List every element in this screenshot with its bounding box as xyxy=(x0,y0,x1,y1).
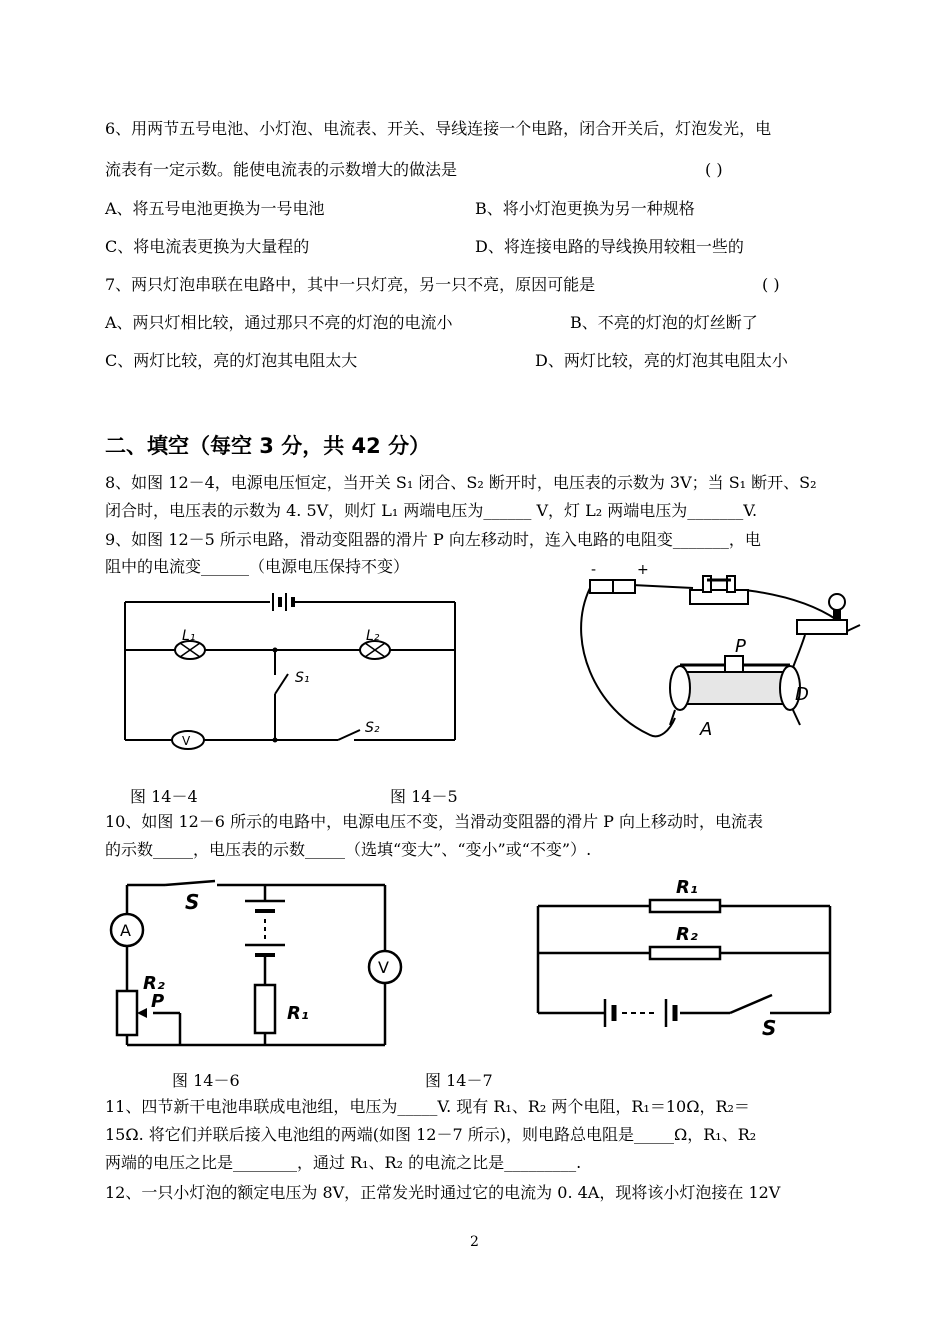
label-l2: L₂ xyxy=(366,628,380,644)
slider-p-label: P xyxy=(151,991,165,1012)
label-v: V xyxy=(182,734,191,748)
q11-line2: 15Ω. 将它们并联后接入电池组的两端(如图 12－7 所示)，则电路总电阻是_____Ω，R₁、R₂ xyxy=(105,1125,757,1144)
q7-option-c: C、两灯比较，亮的灯泡其电阻太大 xyxy=(105,351,358,370)
q11-line1: 11、四节新干电池串联成电池组，电压为_____V. 现有 R₁、R₂ 两个电阻，R₁＝10Ω，R₂＝ xyxy=(105,1097,750,1116)
label-l1: L₁ xyxy=(182,628,196,644)
resistor-r1-icon xyxy=(255,985,275,1033)
resistor-r2-icon xyxy=(650,947,720,959)
q7-option-d: D、两灯比较，亮的灯泡其电阻太小 xyxy=(535,351,788,370)
rheostat-r2-icon xyxy=(117,991,137,1035)
figure-14-6-caption: 图 14－6 xyxy=(172,1071,240,1090)
q6-stem-line2: 流表有一定示数。能使电流表的示数增大的做法是 xyxy=(105,160,458,179)
q7-option-b: B、不亮的灯泡的灯丝断了 xyxy=(570,313,758,332)
q6-stem-line1: 6、用两节五号电池、小灯泡、电流表、开关、导线连接一个电路，闭合开关后，灯泡发光，电 xyxy=(105,119,772,138)
q6-answer-paren: ( ) xyxy=(705,160,723,179)
voltmeter-label: V xyxy=(378,958,389,977)
battery-minus-label: - xyxy=(591,562,597,578)
switch-s-label: S xyxy=(762,1016,777,1040)
ammeter-label: A xyxy=(120,921,131,940)
slider-p-label: P xyxy=(735,636,746,657)
q7-answer-paren: ( ) xyxy=(762,275,780,294)
q10-line2: 的示数_____，电压表的示数_____（选填“变大”、“变小”或“不变”）. xyxy=(105,840,592,859)
figure-14-5-apparatus xyxy=(575,560,875,755)
q12-line1: 12、一只小灯泡的额定电压为 8V，正常发光时通过它的电流为 0. 4A，现将该小灯泡接在 12V xyxy=(105,1183,781,1202)
switch-icon xyxy=(690,576,748,604)
q6-option-a: A、将五号电池更换为一号电池 xyxy=(105,199,325,218)
q9-line1: 9、如图 12－5 所示电路，滑动变阻器的滑片 P 向左移动时，连入电路的电阻变_______，电 xyxy=(105,530,761,549)
figure-14-7-circuit xyxy=(530,873,835,1043)
r1-label: R₁ xyxy=(676,877,698,898)
q7-stem: 7、两只灯泡串联在电路中，其中一只灯亮，另一只不亮，原因可能是 xyxy=(105,275,596,294)
slider-arrow-icon xyxy=(137,1008,147,1018)
figure-14-7-caption: 图 14－7 xyxy=(425,1071,493,1090)
figure-14-4-caption: 图 14－4 xyxy=(130,787,198,806)
battery-icon xyxy=(590,580,635,593)
label-s2: S₂ xyxy=(365,720,380,736)
q8-line2: 闭合时，电压表的示数为 4. 5V，则灯 L₁ 两端电压为______ V，灯 L₂ 两端电压为_______V. xyxy=(105,501,758,520)
battery-stack-icon xyxy=(245,901,285,969)
switch-s-label: S xyxy=(185,890,200,914)
battery-plus-label: + xyxy=(637,562,649,578)
q6-option-b: B、将小灯泡更换为另一种规格 xyxy=(475,199,695,218)
r2-label: R₂ xyxy=(143,973,165,994)
terminal-a-label: A xyxy=(700,719,713,740)
q11-line3: 两端的电压之比是________，通过 R₁、R₂ 的电流之比是_________. xyxy=(105,1153,582,1172)
q8-line1: 8、如图 12－4，电源电压恒定，当开关 S₁ 闭合、S₂ 断开时，电压表的示数为 3V；当 S₁ 断开、S₂ xyxy=(105,473,817,492)
label-s1: S₁ xyxy=(295,670,310,686)
q6-option-c: C、将电流表更换为大量程的 xyxy=(105,237,310,256)
page-number: 2 xyxy=(470,1234,479,1250)
figure-14-4-circuit xyxy=(110,590,470,760)
r1-label: R₁ xyxy=(287,1003,309,1024)
figure-14-5-caption: 图 14－5 xyxy=(390,787,458,806)
resistor-r1-icon xyxy=(650,900,720,912)
terminal-d-label: D xyxy=(795,684,809,705)
section-heading: 二、填空（每空 3 分，共 42 分） xyxy=(105,434,431,458)
q9-line2: 阻中的电流变______（电源电压保持不变） xyxy=(105,557,410,576)
q6-option-d: D、将连接电路的导线换用较粗一些的 xyxy=(475,237,744,256)
q10-line1: 10、如图 12－6 所示的电路中，电源电压不变，当滑动变阻器的滑片 P 向上移动时，电流表 xyxy=(105,812,764,831)
figure-14-6-circuit xyxy=(105,873,410,1058)
q7-option-a: A、两只灯相比较，通过那只不亮的灯泡的电流小 xyxy=(105,313,453,332)
bulb-icon xyxy=(797,594,847,634)
battery-icon xyxy=(605,999,675,1027)
r2-label: R₂ xyxy=(676,924,698,945)
rheostat-icon xyxy=(670,656,800,725)
